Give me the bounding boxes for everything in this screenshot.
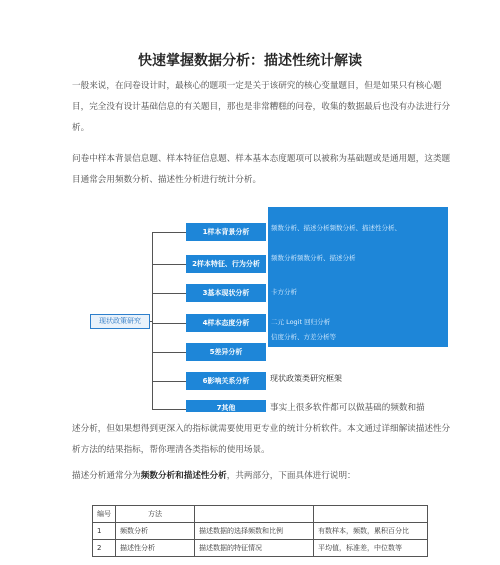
diagram-node: 2样本特征、行为分析 — [186, 255, 266, 273]
diagram-node: 7其他 — [186, 400, 266, 412]
branch-line — [152, 381, 186, 382]
table-cell: 描述性分析 — [116, 540, 195, 557]
page-title: 快速掌握数据分析：描述性统计解读 — [138, 53, 362, 69]
branch-line — [152, 323, 186, 324]
method-highlight: 频数分析和描述性分析 — [140, 471, 227, 481]
table-header-row — [93, 506, 428, 523]
header-cell — [195, 506, 314, 523]
methods-table — [92, 505, 428, 557]
branch-line — [152, 264, 186, 265]
method-suffix-text: ，共两部分，下面具体进行说明： — [226, 471, 356, 481]
branch-line — [152, 232, 186, 233]
branch-line — [152, 409, 186, 410]
diagram-node: 5差异分析 — [186, 343, 266, 361]
diagram-detail: 频数分析、描述分析频数分析、描述性分析、 — [268, 221, 448, 235]
method-intro-text: 描述分析通常分为 — [72, 471, 141, 481]
table-cell: 2 — [93, 540, 116, 557]
branch-line — [152, 293, 186, 294]
paragraph-software-start: 事实上很多软件都可以做基础的频数和描 — [270, 403, 425, 413]
table-cell: 描述数据的特征情况 — [195, 540, 314, 557]
branch-line — [152, 352, 186, 353]
diagram-caption: 现状政策类研究框架 — [270, 374, 342, 383]
diagram-node: 4样本态度分析 — [186, 314, 266, 332]
diagram-node: 3基本现状分析 — [186, 284, 266, 302]
diagram-detail: 频数分析频数分析、描述分析 — [268, 251, 448, 265]
paragraph-software-rest: 述分析，但如果想得到更深入的指标就需要使用更专业的统计分析软件。本文通过详细解读描述性分析方法的结果指标，帮你理清各类指标的使用场景。 — [72, 424, 451, 455]
table-cell: 频数分析 — [116, 523, 195, 540]
header-cell — [314, 506, 428, 523]
paragraph-question-types: 问卷中样本背景信息题、样本特征信息题、样本基本态度题项可以被称为基础题或是通用题，这类题目通常会用频数分析、描述性分析进行统计分析。 — [72, 154, 451, 185]
paragraph-intro: 一般来说，在问卷设计时，最核心的题项一定是关于该研究的核心变量题目，但是如果只有核心题目，完全没有设计基础信息的有关题目，那也是非常糟糕的问卷，收集的数据最后也没有办法进行分析。 — [72, 81, 451, 133]
header-cell: 方法 — [116, 506, 195, 523]
header-cell: 编号 — [93, 506, 116, 523]
table-cell: 平均值，标准差，中位数等 — [314, 540, 428, 557]
paragraph-method-types — [72, 466, 452, 487]
table-row — [93, 540, 428, 557]
diagram-node: 1样本背景分析 — [186, 223, 266, 241]
diagram-detail: 二元 Logit 回归分析 — [268, 315, 448, 329]
table-row — [93, 523, 428, 540]
table-cell: 1 — [93, 523, 116, 540]
diagram-detail: 卡方分析 — [268, 285, 448, 299]
table-cell: 有数样本，频数，累积百分比 — [314, 523, 428, 540]
diagram-node: 6影响关系分析 — [186, 372, 266, 390]
table-cell: 描述数据的选择频数和比例 — [195, 523, 314, 540]
diagram-detail: 信度分析、方差分析等 — [268, 330, 448, 344]
tree-trunk — [152, 232, 153, 410]
diagram-root: 现状政策研究 — [90, 314, 150, 329]
